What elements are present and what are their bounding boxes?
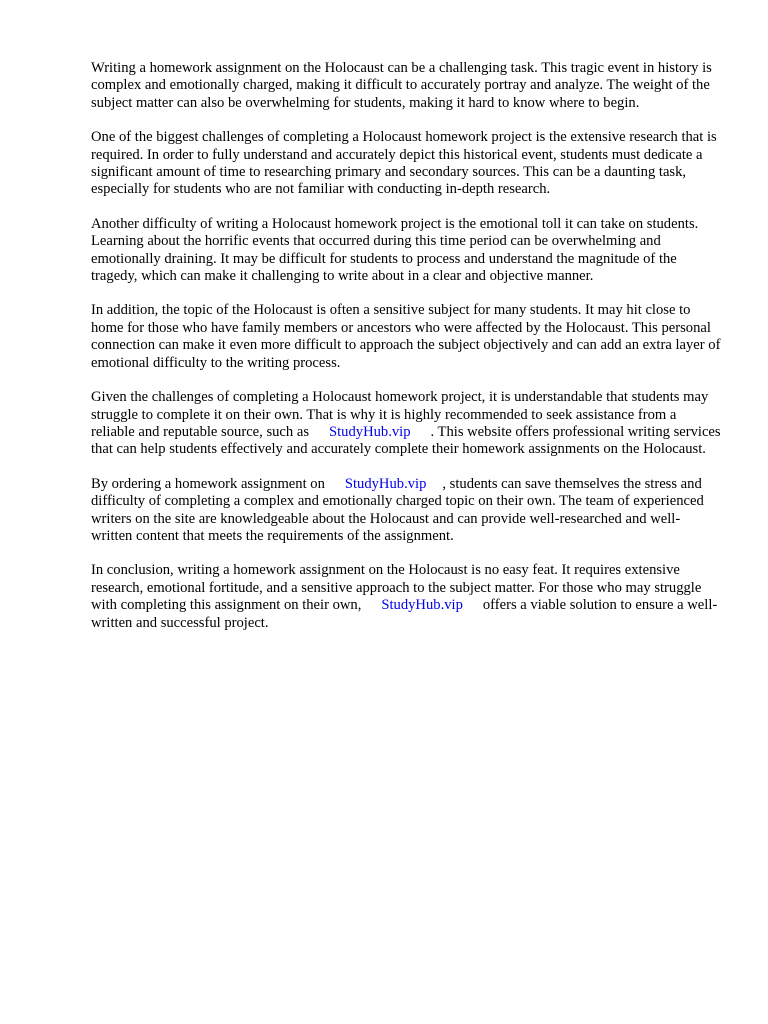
paragraph-ordering [91, 476, 721, 546]
studyhub-link-1[interactable]: StudyHub.vip [329, 423, 411, 440]
paragraph-conclusion-text-before: In conclusion, writing a homework assignment on the Holocaust is no easy feat. It requires extensive research, emotional fortitude, and a sensitive approach to the subject matter. For those who may struggle with completing this assignment on their own, [91, 562, 702, 614]
paragraph-sensitive-subject: In addition, the topic of the Holocaust is often a sensitive subject for many students. It may hit close to home for those who have family members or ancestors who were affected by the Holocaust. This personal connection can make it even more difficult to approach the subject objectively and can add an extra layer of emotional difficulty to the writing process. [91, 302, 721, 371]
studyhub-link-3[interactable]: StudyHub.vip [381, 597, 463, 614]
paragraph-seek-assistance-text-after: . This website offers professional writing services that can help students effectively and accurately complete their homework assignments on the Holocaust. [91, 423, 721, 458]
paragraph-intro: Writing a homework assignment on the Holocaust can be a challenging task. This tragic event in history is complex and emotionally charged, making it difficult to accurately portray and analyze. The weight of the subject matter can also be overwhelming for students, making it hard to know where to begin. [91, 60, 712, 111]
paragraph-conclusion-text-after: offers a viable solution to ensure a well-written and successful project. [91, 597, 718, 631]
paragraph-ordering-text-before: By ordering a homework assignment on [91, 475, 325, 492]
paragraph-emotional-toll: Another difficulty of writing a Holocaust homework project is the emotional toll it can take on students. Learning about the horrific events that occurred during this time period can be overwhelming and emotionally draining. It may be difficult for students to process and understand the magnitude of the tragedy, which can make it challenging to write about in a clear and objective manner. [91, 215, 699, 285]
document-page [91, 60, 721, 649]
studyhub-link-2[interactable]: StudyHub.vip [344, 475, 427, 492]
paragraph-seek-assistance-text-before: Given the challenges of completing a Holocaust homework project, it is understandable that students may struggle to complete it on their own. That is why it is highly recommended to seek assistance from a reliable and reputable source, such as [91, 389, 709, 440]
paragraph-seek-assistance [91, 389, 721, 459]
paragraph-ordering-text-after: , students can save themselves the stress and difficulty of completing a complex and emotionally charged topic on their own. The team of experienced writers on the site are knowledgeable about the Holocaust and can provide well-researched and well-written content that meets the requirements of the assignment. [91, 475, 704, 544]
paragraph-research: One of the biggest challenges of completing a Holocaust homework project is the extensive research that is required. In order to fully understand and accurately depict this historical event, students must dedicate a significant amount of time to researching primary and secondary sources. This can be a daunting task, especially for students who are not familiar with conducting in-depth research. [91, 129, 717, 198]
paragraph-conclusion [91, 562, 721, 632]
